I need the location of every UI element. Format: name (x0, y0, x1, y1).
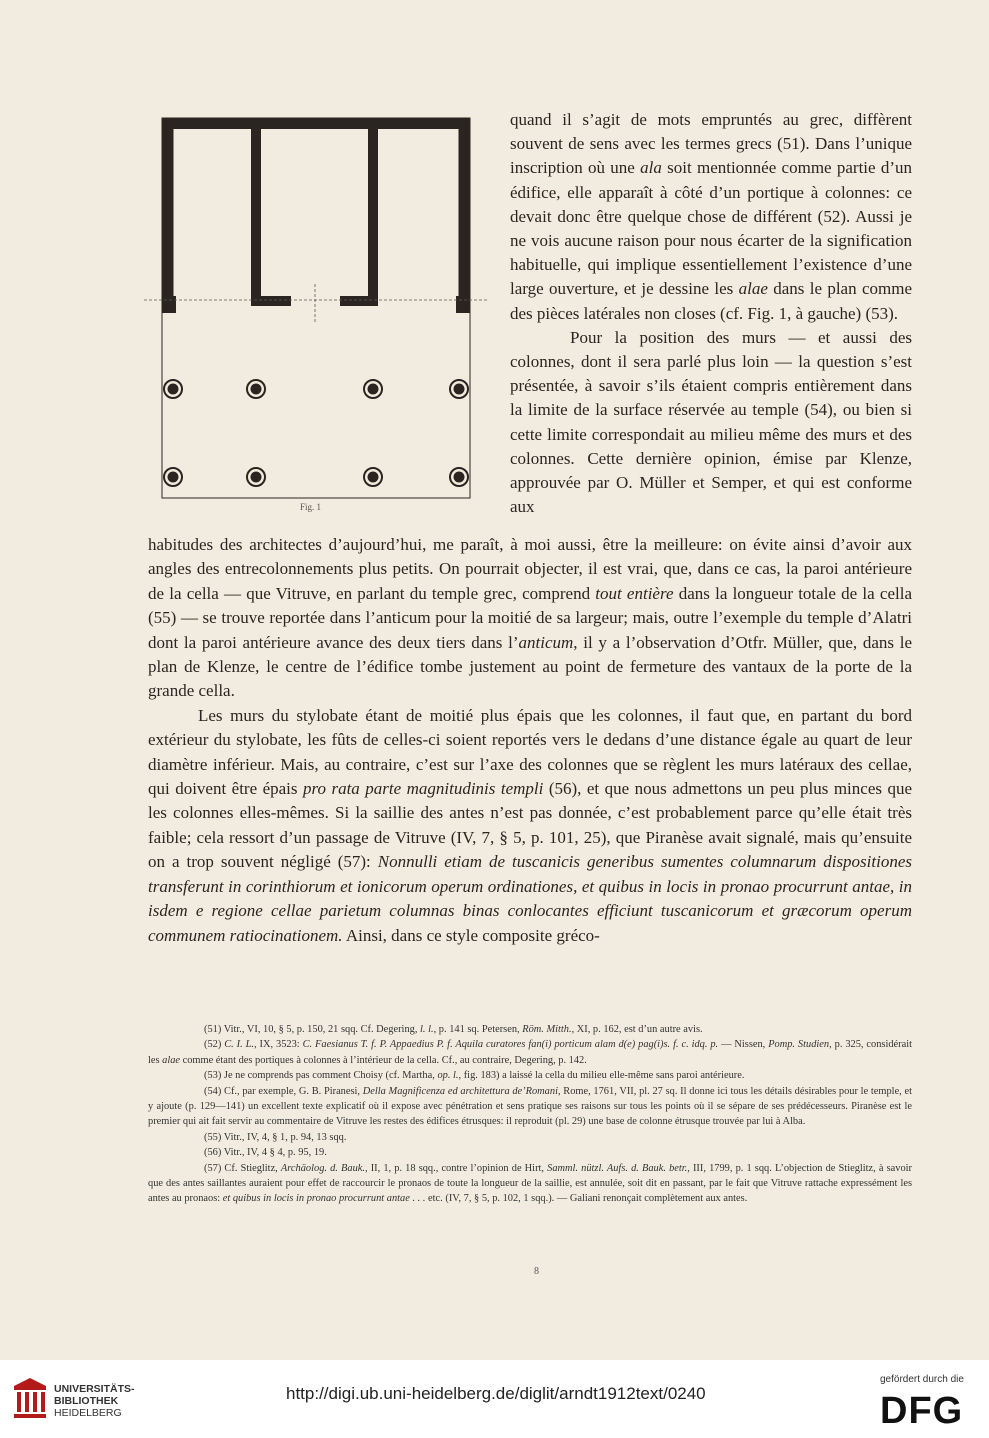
footnote: (56) Vitr., IV, 4 § 4, p. 95, 19. (204, 1147, 327, 1159)
dfg-logo: DFG (880, 1390, 964, 1432)
footnote: (53) Je ne comprends pas comment Choisy (cf. Martha, op. l., fig. 183) a laissé la cella du milieu elle-même sans paroi antérieure. (204, 1070, 745, 1082)
plan-columns-row-1 (164, 380, 468, 398)
document-url-link[interactable]: http://digi.ub.uni-heidelberg.de/diglit/arndt1912text/0240 (286, 1384, 706, 1403)
temple-plan-figure (140, 112, 490, 512)
plan-wall-inner-left (251, 118, 261, 306)
plan-front-wall-left (251, 296, 291, 306)
viewer-footer (0, 1360, 989, 1438)
main-body-text (148, 533, 912, 948)
plan-stylobate-outline (162, 118, 470, 498)
plan-front-wall-right (340, 296, 378, 306)
paragraph: habitudes des architectes d’aujourd’hui, me paraît, à moi aussi, être la meilleure: on évite ainsi d’avoir aux angles des entrecolonnements plus petits. On pourrait objecter, il est vrai, que, dans ce cas, la paroi antérieure de la cella — que Vitruve, en parlant du temple grec, comprend tout entière dans la longueur totale de la cella (55) — se trouve reportée dans l’anticum pour la moitié de sa largeur; mais, outre l’exemple du temple d’Alatri dont la paroi antérieure avance des deux tiers dans l’anticum, il y a l’observation d’Otfr. Müller, que, dans le plan de Klenze, le centre de l’édifice tombe justement au point de fermeture des vantaux de la porte de la grande cella. (148, 535, 912, 701)
footnote: (52) C. I. L., IX, 3523: C. Faesianus T. f. P. Appaedius P. f. Aquila curatores fan(i) porticum alam d(e) pag(i)s. f. c. idq. p. — Nissen, Pomp. Studien, p. 325, considérait les alae comme étant des portiques à colonnes à l’intérieur de la cella. Cf., au contraire, Degering, p. 142. (148, 1039, 913, 1066)
footnote: (57) Cf. Stieglitz, Archäolog. d. Bauk., II, 1, p. 18 sqq., contre l’opinion de Hirt, Samml. nützl. Aufs. d. Bauk. betr., III, 1799, p. 1 sqq. L’objection de Stieglitz, à savoir que des antes saillantes auraient pour effet de raccourcir le pronaos de toute la longueur de la saillie, est annulée, soit dit en passant, par le fait que Vitruve rattache expressément les antes au pronaos: et quibus in locis in pronao procurrunt antae . . . etc. (IV, 7, § 5, p. 102, 1 sqq.). — Galiani renonçait complètement aux antes. (148, 1162, 913, 1205)
footnote: (54) Cf., par exemple, G. B. Piranesi, Della Magnificenza ed architettura de’Romani, Rome, 1761, VII, pl. 27 sq. Il donne ici tous les détails désirables pour le temple, et y ajoute (p. 129—141) un excellent texte explicatif où il expose avec pénétration et sens pratique ses raisons sur tous les points où il se sépare de ses prédécesseurs. Piranèse est le premier qui ait fait servir au commentaire de Vitruve les restes des édifices étrusques: il reproduit (pl. 29) une base de colonne étrusque trouvée par lui à Alba. (148, 1085, 913, 1128)
figure-caption: Fig. 1 (300, 502, 322, 512)
university-library-logo-icon (12, 1376, 48, 1422)
plan-wall-right (459, 118, 470, 313)
plan-wall-inner-right (368, 118, 378, 306)
institution-name: UNIVERSITÄTS- BIBLIOTHEK HEIDELBERG (54, 1383, 135, 1419)
plan-ante-left (162, 296, 176, 313)
paragraph: Pour la position des murs — et aussi des colonnes, dont il sera parlé plus loin — la question s’est présentée, à savoir s’ils étaient compris entièrement dans la limite de la surface réservée au temple (54), ou bien si cette limite correspondait au milieu même des murs et des colonnes. Cette dernière opinion, émise par Klenze, approuvée par O. Müller et Semper, et qui est conforme aux (510, 327, 912, 517)
page-number: 8 (534, 1266, 539, 1277)
funding-label: gefördert durch die (880, 1374, 964, 1385)
plan-wall-top (162, 118, 470, 129)
plan-columns-row-2 (164, 468, 468, 486)
footnote: (55) Vitr., IV, 4, § 1, p. 94, 13 sqq. (204, 1131, 347, 1143)
footnote: (51) Vitr., VI, 10, § 5, p. 150, 21 sqq. Cf. Degering, l. l., p. 141 sq. Petersen, Röm. Mitth., XI, p. 162, est d’un autre avis. (204, 1024, 703, 1035)
footnotes (148, 1022, 912, 1207)
plan-wall-left (162, 118, 173, 313)
paragraph: Les murs du stylobate étant de moitié plus épais que les colonnes, il faut que, en partant du bord extérieur du stylobate, les fûts de celles-ci soient reportés vers le dedans d’une distance égale au quart de leur diamètre inférieur. Mais, au contraire, c’est sur l’axe des colonnes que se règlent les murs latéraux des cellae, qui doivent être épais pro rata parte magnitudinis templi (56), et que nous admettons un peu plus minces que les colonnes elles-mêmes. Si la saillie des antes n’est pas donnée, c’est probablement parce qu’elle était très faible; cela ressort d’un passage de Vitruve (IV, 7, § 5, p. 101, 25), que Piranèse avait signalé, mais qu’ensuite on a trop souvent négligé (57): Nonnulli etiam de tuscanicis generibus sumentes columnarum dispositiones transferunt in corinthiorum et ionicorum operum ordinationes, et quibus in locis in pronao procurrunt antae, in isdem e regione cellae parietum columnas binas conlocantes efficiunt tuscanicorum et græcorum operum communem ratiocinationem. Ainsi, dans ce style composite gréco- (148, 705, 913, 945)
paragraph: quand il s’agit de mots empruntés au grec, diffèrent souvent de sens avec les termes grecs (51). Dans l’unique inscription où une ala soit mentionnée comme partie d’un édifice, elle apparaît à côté d’un portique à colonnes: ce devait donc être quelque chose de différent (52). Aussi je ne vois aucune raison pour nous écarter de la signification habituelle, qui implique essentiellement l’existence d’une large ouverture, et je dessine les alae dans le plan comme des pièces latérales non closes (cf. Fig. 1, à gauche) (53). (510, 110, 913, 323)
side-column-text (510, 108, 912, 519)
plan-ante-right (456, 296, 470, 313)
